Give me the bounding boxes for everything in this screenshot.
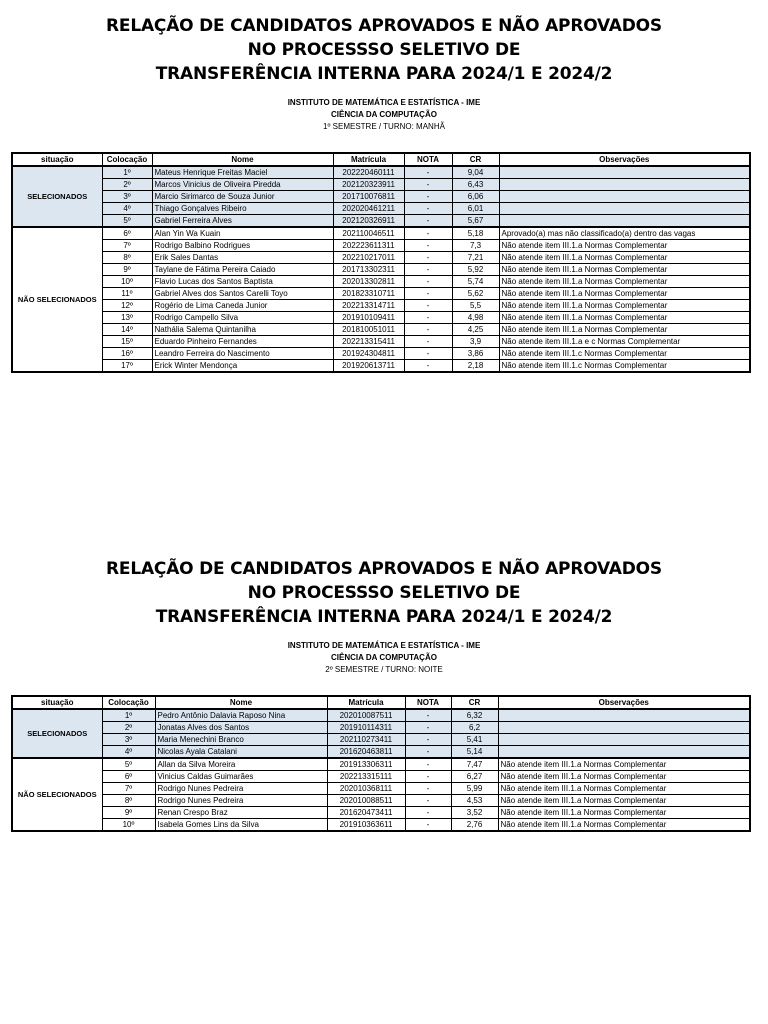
course-name: CIÊNCIA DA COMPUTAÇÃO xyxy=(331,110,437,119)
table-row xyxy=(12,746,750,759)
table-row xyxy=(12,783,750,795)
cell-nome: Gabriel Alves dos Santos Carelli Toyo xyxy=(152,288,333,300)
cell-matricula: 201710076811 xyxy=(333,191,404,203)
cell-nome: Gabriel Ferreira Alves xyxy=(152,215,333,228)
section-evening xyxy=(0,557,768,829)
cell-colocacao: 6º xyxy=(102,771,155,783)
cell-colocacao: 1º xyxy=(102,166,152,179)
cell-cr: 5,92 xyxy=(452,264,499,276)
cell-colocacao: 15º xyxy=(102,336,152,348)
cell-cr: 5,41 xyxy=(451,734,498,746)
cell-nota: - xyxy=(404,166,452,179)
institute-name: INSTITUTO DE MATEMÁTICA E ESTATÍSTICA - IME xyxy=(287,641,481,650)
header-nota: NOTA xyxy=(404,153,452,166)
cell-colocacao: 7º xyxy=(102,240,152,252)
cell-observacoes: Não atende item III.1.a Normas Complementar xyxy=(498,771,750,783)
header-cr: CR xyxy=(452,153,499,166)
cell-matricula: 201910114311 xyxy=(327,722,405,734)
cell-cr: 6,2 xyxy=(451,722,498,734)
cell-cr: 7,3 xyxy=(452,240,499,252)
semester-shift: 1º SEMESTRE / TURNO: MANHÃ xyxy=(323,122,445,131)
cell-observacoes: Não atende item III.1.a Normas Complementar xyxy=(498,783,750,795)
cell-observacoes: Não atende item III.1.a e c Normas Complementar xyxy=(499,336,750,348)
cell-cr: 3,52 xyxy=(451,807,498,819)
cell-cr: 6,32 xyxy=(451,709,498,722)
header-nome: Nome xyxy=(152,153,333,166)
cell-matricula: 201910363611 xyxy=(327,819,405,832)
institute-name: INSTITUTO DE MATEMÁTICA E ESTATÍSTICA - IME xyxy=(287,98,481,107)
cell-matricula: 201924304811 xyxy=(333,348,404,360)
cell-nome: Leandro Ferreira do Nascimento xyxy=(152,348,333,360)
cell-colocacao: 14º xyxy=(102,324,152,336)
cell-cr: 5,74 xyxy=(452,276,499,288)
table-row xyxy=(12,348,750,360)
cell-observacoes: Não atende item III.1.a Normas Complementar xyxy=(498,795,750,807)
cell-nota: - xyxy=(405,771,451,783)
cell-matricula: 202010087511 xyxy=(327,709,405,722)
cell-observacoes: Não atende item III.1.a Normas Complementar xyxy=(499,288,750,300)
cell-cr: 4,53 xyxy=(451,795,498,807)
cell-nome: Rodrigo Nunes Pedreira xyxy=(155,783,327,795)
table-row xyxy=(12,722,750,734)
cell-cr: 7,47 xyxy=(451,758,498,771)
table-row xyxy=(12,252,750,264)
cell-nome: Renan Crespo Braz xyxy=(155,807,327,819)
cell-nome: Nathália Salema Quintanilha xyxy=(152,324,333,336)
table-row xyxy=(12,240,750,252)
cell-nota: - xyxy=(404,276,452,288)
cell-observacoes: Aprovado(a) mas não classificado(a) dentro das vagas xyxy=(499,227,750,240)
cell-colocacao: 4º xyxy=(102,203,152,215)
cell-cr: 6,43 xyxy=(452,179,499,191)
cell-observacoes: Não atende item III.1.c Normas Complementar xyxy=(499,348,750,360)
cell-cr: 4,98 xyxy=(452,312,499,324)
cell-nome: Mateus Henrique Freitas Maciel xyxy=(152,166,333,179)
cell-nome: Pedro Antônio Dalavia Raposo Nina xyxy=(155,709,327,722)
document-title xyxy=(0,557,768,629)
cell-nota: - xyxy=(404,300,452,312)
subheading xyxy=(0,97,768,133)
cell-colocacao: 3º xyxy=(102,734,155,746)
cell-nome: Maria Menechini Branco xyxy=(155,734,327,746)
cell-observacoes: Não atende item III.1.a Normas Complementar xyxy=(499,300,750,312)
cell-nome: Nicolas Ayala Catalani xyxy=(155,746,327,759)
cell-matricula: 202213314711 xyxy=(333,300,404,312)
cell-nota: - xyxy=(404,227,452,240)
cell-nota: - xyxy=(404,348,452,360)
cell-cr: 5,18 xyxy=(452,227,499,240)
cell-nota: - xyxy=(404,360,452,373)
table-row xyxy=(12,758,750,771)
cell-matricula: 201620473411 xyxy=(327,807,405,819)
cell-observacoes xyxy=(499,179,750,191)
header-situacao: situação xyxy=(12,696,102,709)
cell-nome: Rodrigo Balbino Rodrigues xyxy=(152,240,333,252)
cell-matricula: 201620463811 xyxy=(327,746,405,759)
cell-colocacao: 11º xyxy=(102,288,152,300)
cell-colocacao: 12º xyxy=(102,300,152,312)
cell-observacoes xyxy=(498,722,750,734)
cell-nome: Thiago Gonçalves Ribeiro xyxy=(152,203,333,215)
cell-colocacao: 9º xyxy=(102,807,155,819)
table-row xyxy=(12,166,750,179)
cell-matricula: 202213315411 xyxy=(333,336,404,348)
cell-colocacao: 1º xyxy=(102,709,155,722)
cell-nota: - xyxy=(404,312,452,324)
cell-observacoes xyxy=(499,166,750,179)
cell-nota: - xyxy=(405,746,451,759)
table-row xyxy=(12,300,750,312)
cell-cr: 5,14 xyxy=(451,746,498,759)
cell-matricula: 201713302311 xyxy=(333,264,404,276)
cell-nota: - xyxy=(405,783,451,795)
cell-matricula: 201920613711 xyxy=(333,360,404,373)
cell-observacoes xyxy=(499,191,750,203)
cell-cr: 5,5 xyxy=(452,300,499,312)
cell-nota: - xyxy=(405,722,451,734)
cell-cr: 3,86 xyxy=(452,348,499,360)
table-row xyxy=(12,734,750,746)
cell-nome: Allan da Silva Moreira xyxy=(155,758,327,771)
cell-colocacao: 13º xyxy=(102,312,152,324)
cell-nota: - xyxy=(405,819,451,832)
cell-nome: Rodrigo Nunes Pedreira xyxy=(155,795,327,807)
cell-observacoes: Não atende item III.1.a Normas Complementar xyxy=(499,240,750,252)
table-row xyxy=(12,191,750,203)
cell-matricula: 201913306311 xyxy=(327,758,405,771)
cell-cr: 9,04 xyxy=(452,166,499,179)
title-line-3: TRANSFERÊNCIA INTERNA PARA 2024/1 E 2024/2 xyxy=(155,607,613,627)
title-line-2: NO PROCESSSO SELETIVO DE xyxy=(247,40,521,60)
cell-nome: Isabela Gomes Lins da Silva xyxy=(155,819,327,832)
cell-matricula: 202013302811 xyxy=(333,276,404,288)
cell-observacoes xyxy=(498,734,750,746)
table-row xyxy=(12,312,750,324)
cell-matricula: 202110046511 xyxy=(333,227,404,240)
situacao-nao-selecionados: NÃO SELECIONADOS xyxy=(12,758,102,831)
table-row xyxy=(12,360,750,373)
cell-observacoes: Não atende item III.1.a Normas Complementar xyxy=(499,276,750,288)
cell-cr: 3,9 xyxy=(452,336,499,348)
cell-observacoes: Não atende item III.1.a Normas Complementar xyxy=(499,312,750,324)
cell-nome: Marcio Sirimarco de Souza Junior xyxy=(152,191,333,203)
cell-nome: Jonatas Alves dos Santos xyxy=(155,722,327,734)
results-table xyxy=(11,152,751,373)
cell-nome: Vinicius Caldas Guimarães xyxy=(155,771,327,783)
cell-matricula: 202020461211 xyxy=(333,203,404,215)
cell-cr: 5,67 xyxy=(452,215,499,228)
cell-cr: 5,99 xyxy=(451,783,498,795)
header-matricula: Matrícula xyxy=(333,153,404,166)
cell-colocacao: 16º xyxy=(102,348,152,360)
cell-colocacao: 2º xyxy=(102,179,152,191)
cell-observacoes: Não atende item III.1.c Normas Complementar xyxy=(499,360,750,373)
header-observacoes: Observações xyxy=(498,696,750,709)
cell-matricula: 201810051011 xyxy=(333,324,404,336)
subheading xyxy=(0,640,768,676)
cell-matricula: 201823310711 xyxy=(333,288,404,300)
table-header-row xyxy=(12,696,750,709)
title-line-1: RELAÇÃO DE CANDIDATOS APROVADOS E NÃO APROVADOS xyxy=(106,16,662,36)
cell-nota: - xyxy=(404,191,452,203)
cell-nota: - xyxy=(404,240,452,252)
header-colocacao: Colocação xyxy=(102,696,155,709)
table-row xyxy=(12,819,750,832)
situacao-selecionados: SELECIONADOS xyxy=(12,166,102,227)
cell-nota: - xyxy=(405,734,451,746)
cell-observacoes xyxy=(498,709,750,722)
table-body xyxy=(12,709,750,831)
cell-nota: - xyxy=(405,807,451,819)
cell-nota: - xyxy=(404,252,452,264)
cell-nome: Erik Sales Dantas xyxy=(152,252,333,264)
header-situacao: situação xyxy=(12,153,102,166)
cell-nota: - xyxy=(404,264,452,276)
table-row xyxy=(12,771,750,783)
cell-nome: Erick Winter Mendonça xyxy=(152,360,333,373)
cell-nome: Alan Yin Wa Kuain xyxy=(152,227,333,240)
cell-colocacao: 10º xyxy=(102,276,152,288)
cell-colocacao: 2º xyxy=(102,722,155,734)
cell-matricula: 202010088511 xyxy=(327,795,405,807)
table-row xyxy=(12,264,750,276)
cell-nome: Rodrigo Campello Silva xyxy=(152,312,333,324)
cell-nota: - xyxy=(404,324,452,336)
title-line-2: NO PROCESSSO SELETIVO DE xyxy=(247,583,521,603)
cell-cr: 7,21 xyxy=(452,252,499,264)
cell-nota: - xyxy=(404,215,452,228)
cell-matricula: 202110273411 xyxy=(327,734,405,746)
cell-cr: 2,76 xyxy=(451,819,498,832)
situacao-selecionados: SELECIONADOS xyxy=(12,709,102,758)
situacao-nao-selecionados: NÃO SELECIONADOS xyxy=(12,227,102,372)
table-row xyxy=(12,709,750,722)
section-morning xyxy=(0,14,768,370)
table-row xyxy=(12,324,750,336)
cell-nota: - xyxy=(405,758,451,771)
cell-colocacao: 17º xyxy=(102,360,152,373)
cell-nome: Rogério de Lima Caneda Junior xyxy=(152,300,333,312)
cell-observacoes: Não atende item III.1.a Normas Complementar xyxy=(498,819,750,832)
cell-cr: 5,62 xyxy=(452,288,499,300)
title-line-3: TRANSFERÊNCIA INTERNA PARA 2024/1 E 2024/2 xyxy=(155,64,613,84)
cell-matricula: 202120326911 xyxy=(333,215,404,228)
cell-cr: 6,01 xyxy=(452,203,499,215)
table-body xyxy=(12,166,750,372)
cell-colocacao: 6º xyxy=(102,227,152,240)
cell-colocacao: 3º xyxy=(102,191,152,203)
cell-cr: 6,06 xyxy=(452,191,499,203)
table-row xyxy=(12,276,750,288)
cell-nome: Flavio Lucas dos Santos Baptista xyxy=(152,276,333,288)
table-row xyxy=(12,288,750,300)
header-nota: NOTA xyxy=(405,696,451,709)
document-title xyxy=(0,14,768,86)
cell-matricula: 202223611311 xyxy=(333,240,404,252)
cell-nota: - xyxy=(404,203,452,215)
cell-matricula: 202210217011 xyxy=(333,252,404,264)
cell-colocacao: 9º xyxy=(102,264,152,276)
title-line-1: RELAÇÃO DE CANDIDATOS APROVADOS E NÃO APROVADOS xyxy=(106,559,662,579)
header-nome: Nome xyxy=(155,696,327,709)
cell-matricula: 201910109411 xyxy=(333,312,404,324)
cell-colocacao: 7º xyxy=(102,783,155,795)
cell-colocacao: 5º xyxy=(102,215,152,228)
cell-nota: - xyxy=(404,336,452,348)
table-row xyxy=(12,795,750,807)
header-matricula: Matrícula xyxy=(327,696,405,709)
cell-nome: Marcos Vinicius de Oliveira Piredda xyxy=(152,179,333,191)
cell-matricula: 202010368111 xyxy=(327,783,405,795)
header-observacoes: Observações xyxy=(499,153,750,166)
cell-cr: 6,27 xyxy=(451,771,498,783)
cell-colocacao: 8º xyxy=(102,795,155,807)
cell-observacoes: Não atende item III.1.a Normas Complementar xyxy=(499,252,750,264)
cell-nota: - xyxy=(405,709,451,722)
header-cr: CR xyxy=(451,696,498,709)
cell-cr: 4,25 xyxy=(452,324,499,336)
cell-observacoes xyxy=(499,215,750,228)
table-row xyxy=(12,227,750,240)
cell-observacoes: Não atende item III.1.a Normas Complementar xyxy=(498,758,750,771)
table-row xyxy=(12,203,750,215)
cell-observacoes: Não atende item III.1.a Normas Complementar xyxy=(499,324,750,336)
table-header-row xyxy=(12,153,750,166)
cell-observacoes xyxy=(498,746,750,759)
cell-matricula: 202220460111 xyxy=(333,166,404,179)
table-row xyxy=(12,336,750,348)
cell-colocacao: 5º xyxy=(102,758,155,771)
table-row xyxy=(12,179,750,191)
cell-nome: Taylane de Fátima Pereira Caiado xyxy=(152,264,333,276)
cell-colocacao: 4º xyxy=(102,746,155,759)
semester-shift: 2º SEMESTRE / TURNO: NOITE xyxy=(325,665,443,674)
results-table xyxy=(11,695,751,832)
cell-nota: - xyxy=(404,179,452,191)
cell-nota: - xyxy=(404,288,452,300)
table-row xyxy=(12,807,750,819)
course-name: CIÊNCIA DA COMPUTAÇÃO xyxy=(331,653,437,662)
cell-nota: - xyxy=(405,795,451,807)
cell-observacoes: Não atende item III.1.a Normas Complementar xyxy=(499,264,750,276)
cell-observacoes: Não atende item III.1.a Normas Complementar xyxy=(498,807,750,819)
cell-matricula: 202213315111 xyxy=(327,771,405,783)
table-row xyxy=(12,215,750,228)
cell-observacoes xyxy=(499,203,750,215)
cell-matricula: 202120323911 xyxy=(333,179,404,191)
cell-cr: 2,18 xyxy=(452,360,499,373)
cell-colocacao: 10º xyxy=(102,819,155,832)
header-colocacao: Colocação xyxy=(102,153,152,166)
cell-nome: Eduardo Pinheiro Fernandes xyxy=(152,336,333,348)
cell-colocacao: 8º xyxy=(102,252,152,264)
